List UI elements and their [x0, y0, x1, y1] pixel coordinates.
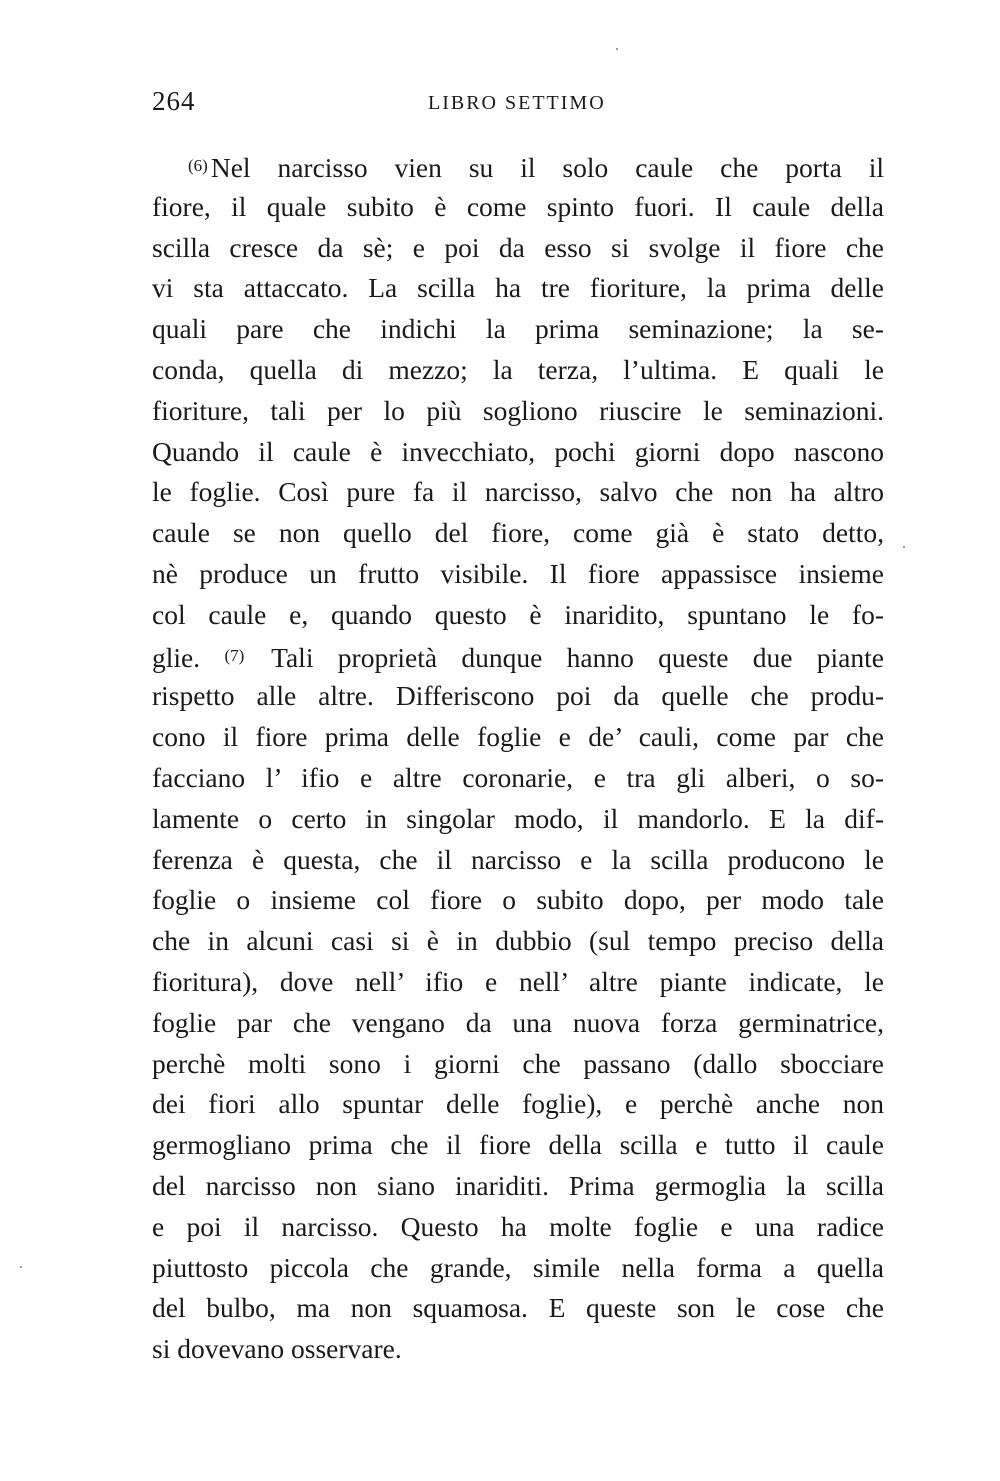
- text-line-content: fioritura), dove nell’ ifio e nell’ altre piante indicate, le: [152, 965, 884, 997]
- text-line: [152, 1166, 884, 1207]
- text-line: [152, 554, 884, 595]
- text-line-content: lamente o certo in singolar modo, il mandorlo. E la dif-: [152, 802, 884, 834]
- text-line: [152, 472, 884, 513]
- text-line-content: ferenza è questa, che il narcisso e la scilla producono le: [152, 843, 884, 875]
- text-line: [152, 676, 884, 717]
- text-line-content: fiore, il quale subito è come spinto fuori. Il caule della: [152, 190, 884, 222]
- text-line-content: col caule e, quando questo è inaridito, spuntano le fo-: [152, 598, 884, 630]
- text-line-content: piuttosto piccola che grande, simile nella forma a quella: [152, 1251, 884, 1283]
- text-line: [152, 1003, 884, 1044]
- text-line: [152, 228, 884, 269]
- text-line-content: perchè molti sono i giorni che passano (dallo sbocciare: [152, 1047, 884, 1079]
- text-line: [152, 595, 884, 636]
- page-number: 264: [152, 86, 196, 116]
- running-head: [152, 86, 884, 126]
- text-line: [152, 880, 884, 921]
- text-line: [152, 146, 884, 187]
- text-line: [152, 309, 884, 350]
- text-line-content: le foglie. Così pure fa il narcisso, salvo che non ha altro: [152, 476, 884, 508]
- text-line-content: del narcisso non siano inariditi. Prima germoglia la scilla: [152, 1169, 884, 1201]
- text-line-content: conda, quella di mezzo; la terza, l’ultima. E quali le: [152, 353, 884, 385]
- text-line: [152, 921, 884, 962]
- text-line-content: del bulbo, ma non squamosa. E queste son le cose che: [152, 1292, 884, 1324]
- text-line: [152, 432, 884, 473]
- text-line: [152, 350, 884, 391]
- paper-speck: [616, 48, 618, 50]
- text-line-lead: glie.: [152, 641, 225, 673]
- text-line-content: quali pare che indichi la prima seminazione; la se-: [152, 313, 884, 345]
- paper-speck: [20, 1266, 22, 1268]
- text-line-content: dei fiori allo spuntar delle foglie), e perchè anche non: [152, 1088, 884, 1120]
- text-line: [152, 1125, 884, 1166]
- text-line: [152, 1288, 884, 1329]
- text-line: [152, 758, 884, 799]
- text-line-content: fioriture, tali per lo più sogliono riuscire le seminazioni.: [152, 394, 884, 426]
- text-line: [152, 962, 884, 1003]
- footnote-reference: (7): [224, 645, 245, 665]
- text-line: [152, 1248, 884, 1289]
- text-line: [152, 391, 884, 432]
- text-line-content: [152, 642, 884, 673]
- text-line-content: si dovevano osservare.: [152, 1333, 402, 1365]
- text-line-content: caule se non quello del fiore, come già è stato detto,: [152, 517, 884, 549]
- text-line-content: scilla cresce da sè; e poi da esso si svolge il fiore che: [152, 231, 884, 263]
- text-line: [152, 513, 884, 554]
- footnote-reference: (6): [188, 156, 208, 175]
- running-title: LIBRO SETTIMO: [428, 92, 606, 114]
- text-line: [152, 1207, 884, 1248]
- text-line: [152, 1084, 884, 1125]
- text-line-content: Nel narcisso vien su il solo caule che porta il: [210, 152, 884, 183]
- text-line-content: vi sta attaccato. La scilla ha tre fioriture, la prima delle: [152, 272, 884, 304]
- text-line-content: facciano l’ ifio e altre coronarie, e tra gli alberi, o so-: [152, 761, 884, 793]
- text-line: [152, 636, 884, 677]
- text-line: [152, 1044, 884, 1085]
- text-line-content: Quando il caule è invecchiato, pochi giorni dopo nascono: [152, 435, 884, 467]
- text-line: [152, 268, 884, 309]
- paper-speck: [903, 546, 905, 548]
- text-line-content: e poi il narcisso. Questo ha molte foglie e una radice: [152, 1210, 884, 1242]
- text-line-content: foglie par che vengano da una nuova forza germinatrice,: [152, 1006, 884, 1038]
- text-line-content: cono il fiore prima delle foglie e de’ cauli, come par che: [152, 721, 884, 753]
- text-line-content: foglie o insieme col fiore o subito dopo, per modo tale: [152, 884, 884, 916]
- text-line-rest: Tali proprietà dunque hanno queste due piante: [247, 641, 884, 673]
- text-line-content: che in alcuni casi si è in dubbio (sul tempo preciso della: [152, 925, 884, 957]
- text-line: [152, 187, 884, 228]
- text-line: [152, 1329, 884, 1370]
- text-line-content: nè produce un frutto visibile. Il fiore appassisce insieme: [152, 557, 884, 589]
- body-text: [152, 146, 884, 1370]
- text-line: [152, 799, 884, 840]
- text-line: [152, 717, 884, 758]
- text-line: [152, 840, 884, 881]
- text-line-content: rispetto alle altre. Differiscono poi da quelle che produ-: [152, 680, 884, 712]
- text-line-content: germogliano prima che il fiore della scilla e tutto il caule: [152, 1129, 884, 1161]
